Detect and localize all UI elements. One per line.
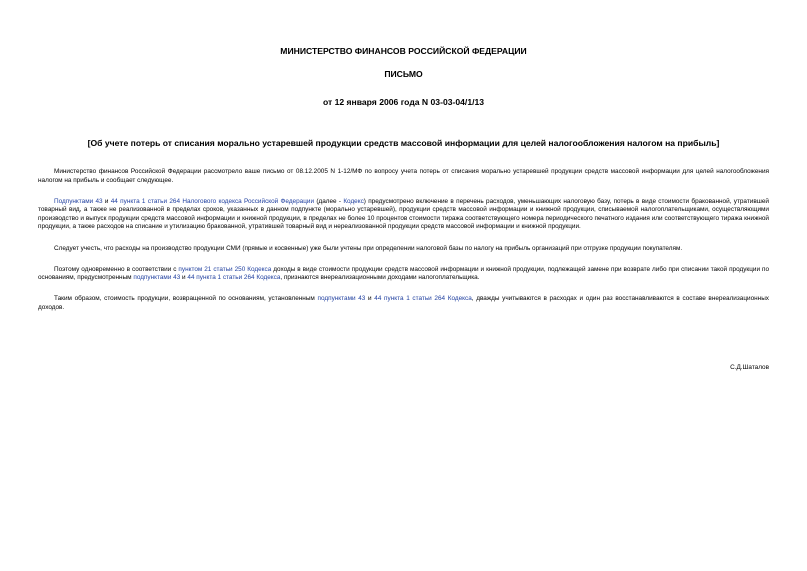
paragraph-1: Министерство финансов Российской Федерации рассмотрело ваше письмо от 08.12.2005 N 1-12/МФ по вопросу учета потерь от списания морально устаревшей продукции средств массовой информации для целей налогообложения налогом на прибыль и сообщает следующее. <box>38 168 769 184</box>
paragraph-4 <box>38 266 769 283</box>
paragraph-text: и <box>365 295 375 303</box>
link-subparagraph-43[interactable]: подпунктами 43 <box>133 274 181 282</box>
paragraph-text: ) предусмотрено включение в перечень расходов, уменьшающих налоговую базу, потерь в виде стоимости бракованной, утратившей товарный вид, а также не реализованной в пределах сроков, указанных в данном подпункте (морально устаревшей), продукции средств массовой информации и книжной продукции, списываемой налогоплательщиками, осуществляющими производство и выпуск продукции средств массовой информации и книжной продукции, в пределах не более 10 процентов стоимости тиража соответствующего номера периодического печатного издания или соответствующего тиража книжной продукции, а также расходов на списание и утилизацию бракованной, утратившей товарный вид и нереализованной продукции средств массовой информации и книжной продукции. <box>38 197 769 231</box>
paragraph-text: и <box>180 274 188 282</box>
link-article-264[interactable]: 44 пункта 1 статьи 264 Кодекса <box>374 295 472 303</box>
link-subparagraph-43[interactable]: Подпунктами 43 <box>54 197 103 205</box>
paragraph-text: Поэтому одновременно в соответствии с <box>54 265 179 273</box>
doc-type-heading: ПИСЬМО <box>384 69 423 79</box>
letter-body <box>38 168 769 313</box>
ministry-heading: МИНИСТЕРСТВО ФИНАНСОВ РОССИЙСКОЙ ФЕДЕРАЦИИ <box>280 46 527 56</box>
paragraph-5 <box>38 295 769 312</box>
paragraph-text: (далее - <box>314 197 344 205</box>
paragraph-text: , признаются внереализационными доходами налогоплательщика. <box>280 274 480 282</box>
paragraph-text: доходы в виде стоимости продукции средств массовой информации и книжной продукции, подлежащей замене при возврате либо при списании такой продукции по основаниям, предусмотренным <box>38 265 770 282</box>
subject-heading: [Об учете потерь от списания морально устаревшей продукции средств массовой информации для целей налогообложения налогом на прибыль] <box>87 138 720 148</box>
paragraph-text: Таким образом, стоимость продукции, возвращенной по основаниям, установленным <box>54 295 318 303</box>
paragraph-text: , дважды учитываются в расходах и один раз восстанавливаются в составе внереализационных доходов. <box>38 295 769 311</box>
date-number-heading: от 12 января 2006 года N 03-03-04/1/13 <box>322 97 485 107</box>
link-subparagraph-43[interactable]: подпунктами 43 <box>317 295 366 303</box>
link-article-250[interactable]: пунктом 21 статьи 250 Кодекса <box>178 265 272 273</box>
signature: С.Д.Шаталов <box>730 364 769 371</box>
paragraph-2 <box>38 198 769 232</box>
link-tax-code-264[interactable]: 44 пункта 1 статьи 264 Налогового кодекса Российской Федерации <box>110 197 315 205</box>
link-article-264[interactable]: 44 пункта 1 статьи 264 Кодекса <box>187 274 281 282</box>
link-code[interactable]: Кодекс <box>343 197 364 205</box>
paragraph-3: Следует учесть, что расходы на производство продукции СМИ (прямые и косвенные) уже были учтены при определении налоговой базы по налогу на прибыль организаций при отгрузке продукции покупателям. <box>54 244 683 252</box>
paragraph-text: и <box>102 197 111 205</box>
